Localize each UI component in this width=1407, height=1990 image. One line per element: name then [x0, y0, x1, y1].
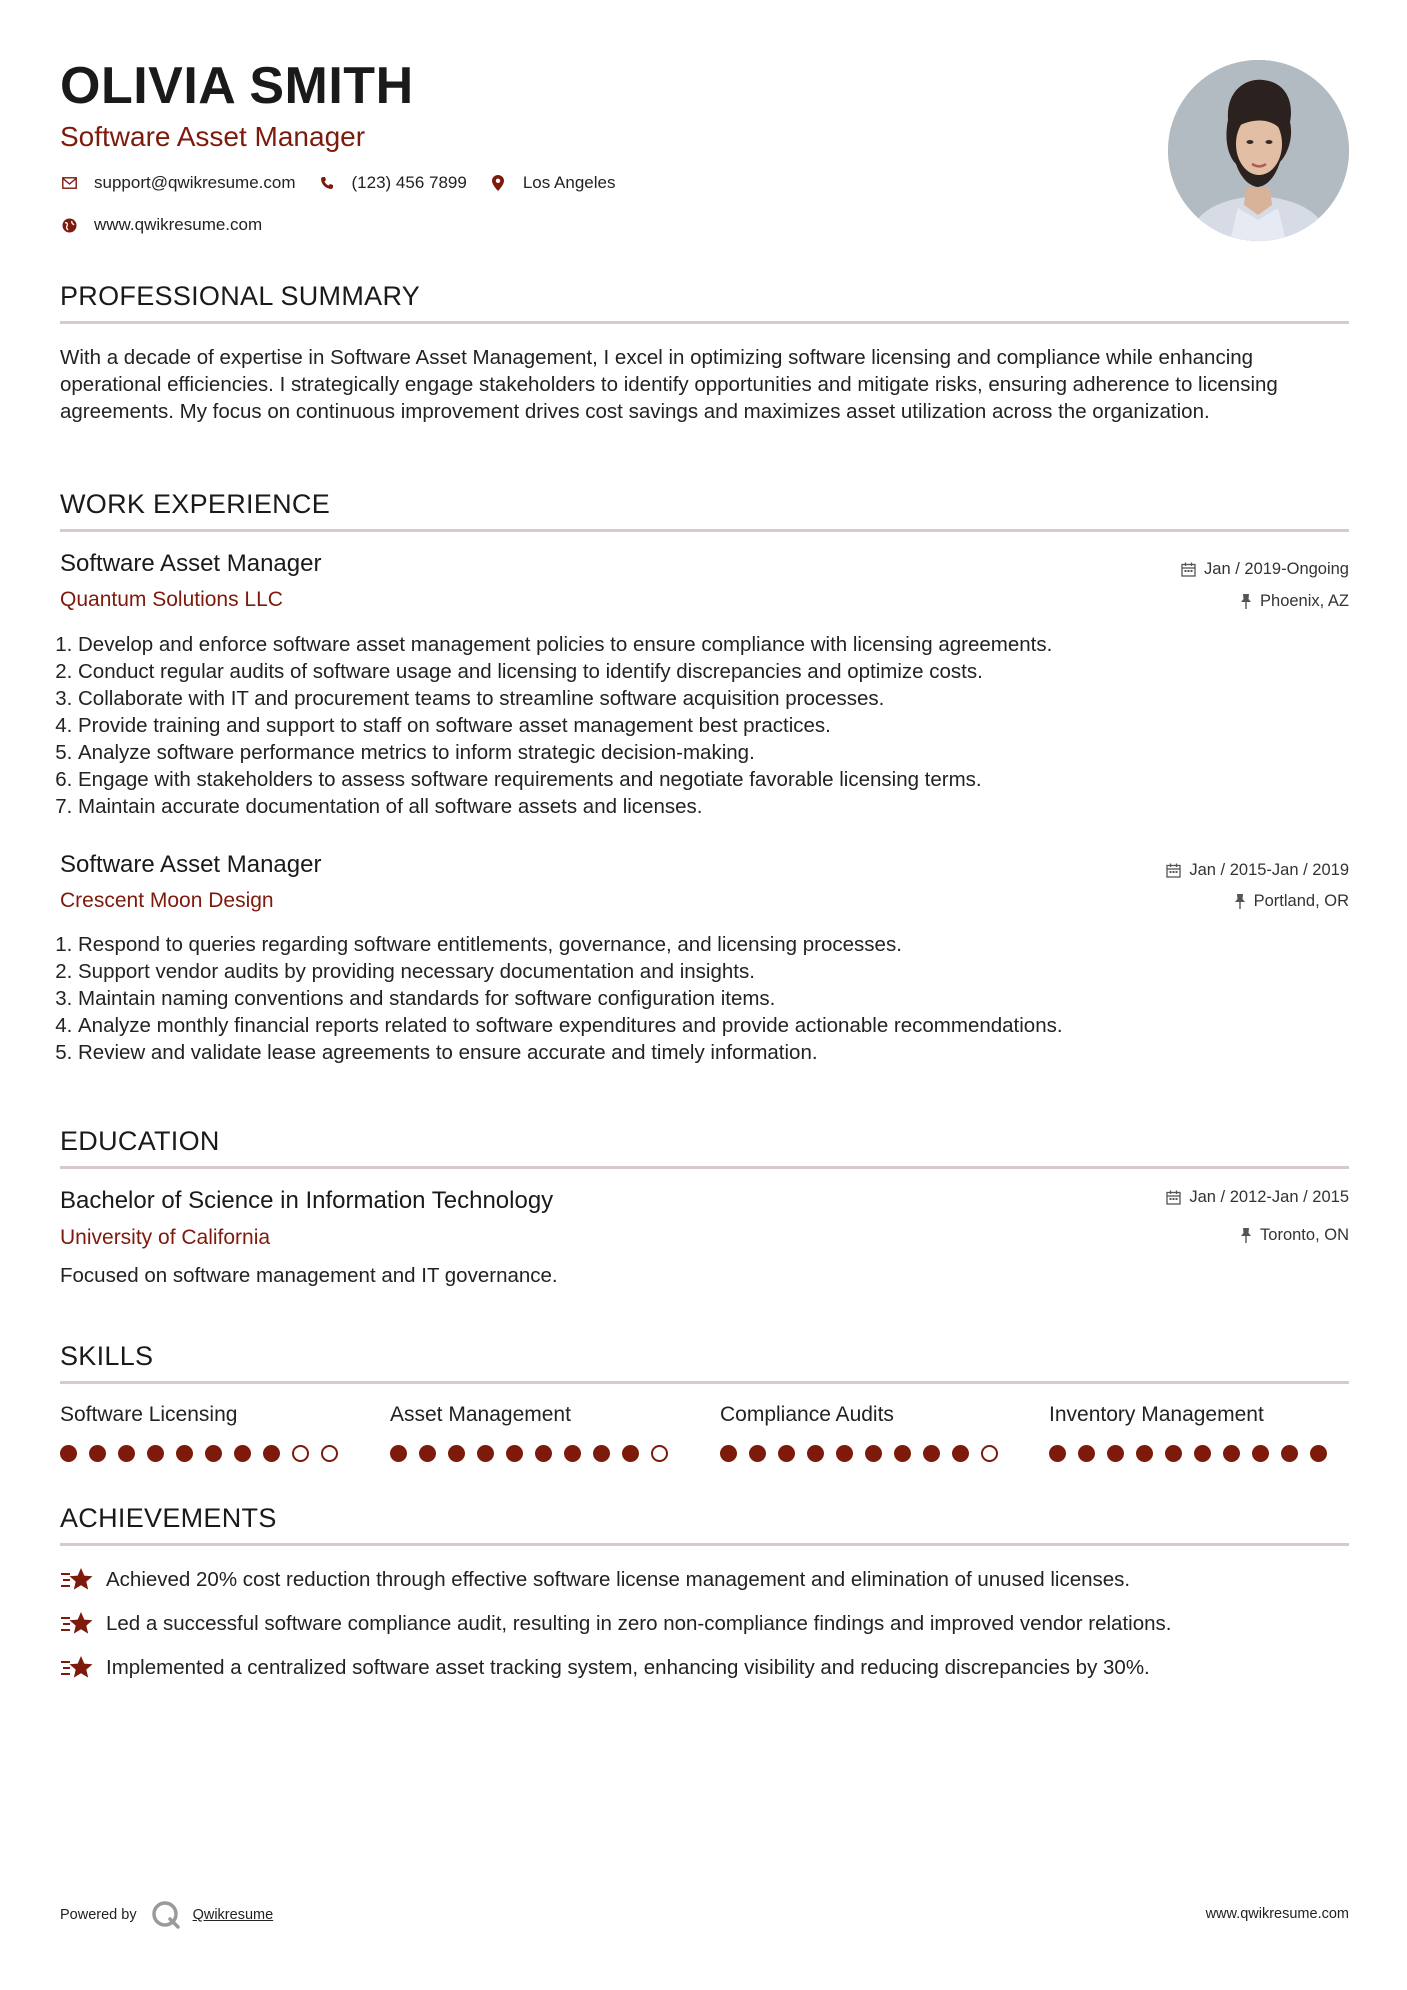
experience-divider: [60, 529, 1349, 532]
rating-dot-filled: [477, 1445, 494, 1462]
job-1-dates-text: Jan / 2019-Ongoing: [1204, 560, 1349, 578]
job-2-dates: [1166, 861, 1349, 880]
list-item: 7. Maintain accurate documentation of all software assets and licenses.: [78, 793, 1358, 820]
rating-dot-filled: [1223, 1445, 1240, 1462]
education-location-text: Toronto, ON: [1260, 1226, 1349, 1244]
achievement-text: Achieved 20% cost reduction through effective software license management and elimination of unused licenses.: [106, 1568, 1131, 1591]
job-1-company: Quantum Solutions LLC: [60, 588, 283, 611]
education-heading: EDUCATION: [60, 1126, 220, 1156]
calendar-icon: [1166, 863, 1181, 878]
rating-dot-filled: [1136, 1445, 1153, 1462]
list-item: 6. Engage with stakeholders to assess software requirements and negotiate favorable licensing terms.: [78, 766, 1358, 793]
calendar-icon: [1181, 562, 1196, 577]
contact-row-1: [60, 173, 637, 193]
skills-heading: SKILLS: [60, 1341, 154, 1371]
list-item: 4. Provide training and support to staff on software asset management best practices.: [78, 712, 1358, 739]
list-item: 1. Respond to queries regarding software entitlements, governance, and licensing processes.: [78, 931, 1358, 958]
rating-dot-filled: [1252, 1445, 1269, 1462]
achievement-item: [60, 1654, 1150, 1682]
contact-website[interactable]: www.qwikresume.com: [94, 215, 263, 234]
rating-dot-filled: [535, 1445, 552, 1462]
skill-rating: [1049, 1445, 1354, 1462]
summary-divider: [60, 321, 1349, 324]
rating-dot-filled: [807, 1445, 824, 1462]
rating-dot-filled: [593, 1445, 610, 1462]
rating-dot-filled: [390, 1445, 407, 1462]
skills-divider: [60, 1381, 1349, 1384]
rating-dot-empty: [292, 1445, 309, 1462]
rating-dot-filled: [448, 1445, 465, 1462]
brand-link[interactable]: Qwikresume: [192, 1907, 274, 1923]
job-2-company: Crescent Moon Design: [60, 889, 274, 912]
pushpin-icon: [1234, 894, 1246, 909]
rating-dot-filled: [419, 1445, 436, 1462]
qwikresume-logo-icon: [151, 1900, 181, 1930]
skill-item: [60, 1403, 365, 1462]
list-item: 3. Collaborate with IT and procurement teams to streamline software acquisition processes.: [78, 685, 1358, 712]
star-icon: [60, 1654, 94, 1682]
skill-rating: [60, 1445, 365, 1462]
education-note: Focused on software management and IT governance.: [60, 1264, 558, 1287]
rating-dot-filled: [118, 1445, 135, 1462]
list-item: 5. Analyze software performance metrics to inform strategic decision-making.: [78, 739, 1358, 766]
list-item: 1. Develop and enforce software asset management policies to ensure compliance with licensing agreements.: [78, 631, 1358, 658]
job-1-dates: [1181, 560, 1349, 579]
rating-dot-filled: [952, 1445, 969, 1462]
rating-dot-filled: [622, 1445, 639, 1462]
education-location: [1240, 1226, 1349, 1245]
skill-name: Software Licensing: [60, 1403, 238, 1426]
rating-dot-filled: [1310, 1445, 1327, 1462]
education-dates-text: Jan / 2012-Jan / 2015: [1189, 1188, 1349, 1206]
calendar-icon: [1166, 1190, 1181, 1205]
contact-row-2: [60, 215, 284, 235]
footer-url[interactable]: www.qwikresume.com: [1205, 1906, 1349, 1922]
job-1-location-text: Phoenix, AZ: [1260, 592, 1349, 610]
achievement-item: [60, 1610, 1171, 1638]
rating-dot-filled: [176, 1445, 193, 1462]
rating-dot-filled: [923, 1445, 940, 1462]
globe-icon: [60, 216, 78, 234]
footer-powered: [60, 1900, 273, 1930]
powered-by-label: Powered by: [60, 1907, 137, 1923]
envelope-icon: [60, 174, 78, 192]
achievement-text: Led a successful software compliance audit, resulting in zero non-compliance findings and improved vendor relations.: [106, 1612, 1172, 1635]
skill-name: Asset Management: [390, 1403, 571, 1426]
achievement-item: [60, 1566, 1130, 1594]
education-dates: [1166, 1188, 1349, 1207]
list-item: 5. Review and validate lease agreements to ensure accurate and timely information.: [78, 1039, 1358, 1066]
job-1-location: [1240, 592, 1349, 611]
contact-phone[interactable]: (123) 456 7899: [351, 173, 467, 192]
skill-item: [390, 1403, 695, 1462]
rating-dot-empty: [321, 1445, 338, 1462]
education-divider: [60, 1166, 1349, 1169]
contact-email[interactable]: support@qwikresume.com: [94, 173, 296, 192]
list-item: 4. Analyze monthly financial reports related to software expenditures and provide actionable recommendations.: [78, 1012, 1358, 1039]
contact-location: Los Angeles: [522, 173, 616, 192]
rating-dot-filled: [1107, 1445, 1124, 1462]
rating-dot-filled: [836, 1445, 853, 1462]
education-school: University of California: [60, 1226, 271, 1249]
job-2-location-text: Portland, OR: [1253, 892, 1349, 910]
rating-dot-filled: [865, 1445, 882, 1462]
rating-dot-filled: [263, 1445, 280, 1462]
rating-dot-filled: [60, 1445, 77, 1462]
star-icon: [60, 1610, 94, 1638]
skill-rating: [390, 1445, 695, 1462]
skill-name: Compliance Audits: [720, 1403, 894, 1426]
rating-dot-filled: [749, 1445, 766, 1462]
skill-name: Inventory Management: [1049, 1403, 1264, 1426]
rating-dot-filled: [506, 1445, 523, 1462]
education-degree: Bachelor of Science in Information Technology: [60, 1187, 554, 1214]
job-1-title: Software Asset Manager: [60, 550, 322, 577]
map-pin-icon: [489, 174, 507, 192]
skill-rating: [720, 1445, 1025, 1462]
candidate-title: Software Asset Manager: [60, 121, 366, 152]
experience-heading: WORK EXPERIENCE: [60, 489, 331, 519]
rating-dot-filled: [1165, 1445, 1182, 1462]
summary-text: With a decade of expertise in Software Asset Management, I excel in optimizing software licensing and compliance while enhancing operational efficiencies. I strategically engage stakeholders to identify opportunities and mitigate risks, ensuring adherence to licensing agreements. My focus on continuous improvement drives cost savings and maximizes asset utilization across the organization.: [60, 346, 1278, 423]
list-item: 2. Support vendor audits by providing necessary documentation and insights.: [78, 958, 1358, 985]
phone-icon: [318, 174, 336, 192]
rating-dot-filled: [89, 1445, 106, 1462]
rating-dot-filled: [1049, 1445, 1066, 1462]
rating-dot-filled: [1281, 1445, 1298, 1462]
avatar: [1168, 60, 1349, 241]
pushpin-icon: [1240, 1228, 1252, 1243]
rating-dot-filled: [234, 1445, 251, 1462]
rating-dot-filled: [894, 1445, 911, 1462]
skill-item: [1049, 1403, 1354, 1462]
job-2-dates-text: Jan / 2015-Jan / 2019: [1189, 861, 1349, 879]
rating-dot-filled: [1078, 1445, 1095, 1462]
rating-dot-empty: [981, 1445, 998, 1462]
list-item: 3. Maintain naming conventions and standards for software configuration items.: [78, 985, 1358, 1012]
rating-dot-filled: [147, 1445, 164, 1462]
rating-dot-filled: [205, 1445, 222, 1462]
job-2-duties: [60, 931, 1358, 1066]
job-2-title: Software Asset Manager: [60, 851, 322, 878]
skill-item: [720, 1403, 1025, 1462]
job-2-location: [1234, 892, 1349, 911]
achievements-heading: ACHIEVEMENTS: [60, 1503, 277, 1533]
rating-dot-filled: [1194, 1445, 1211, 1462]
achievements-divider: [60, 1543, 1349, 1546]
rating-dot-filled: [564, 1445, 581, 1462]
candidate-name: OLIVIA SMITH: [60, 57, 414, 115]
summary-heading: PROFESSIONAL SUMMARY: [60, 281, 421, 311]
rating-dot-filled: [720, 1445, 737, 1462]
job-1-duties: [60, 631, 1358, 820]
achievement-text: Implemented a centralized software asset tracking system, enhancing visibility and reducing discrepancies by 30%.: [106, 1656, 1150, 1679]
rating-dot-filled: [778, 1445, 795, 1462]
star-icon: [60, 1566, 94, 1594]
pushpin-icon: [1240, 594, 1252, 609]
rating-dot-empty: [651, 1445, 668, 1462]
list-item: 2. Conduct regular audits of software usage and licensing to identify discrepancies and optimize costs.: [78, 658, 1358, 685]
